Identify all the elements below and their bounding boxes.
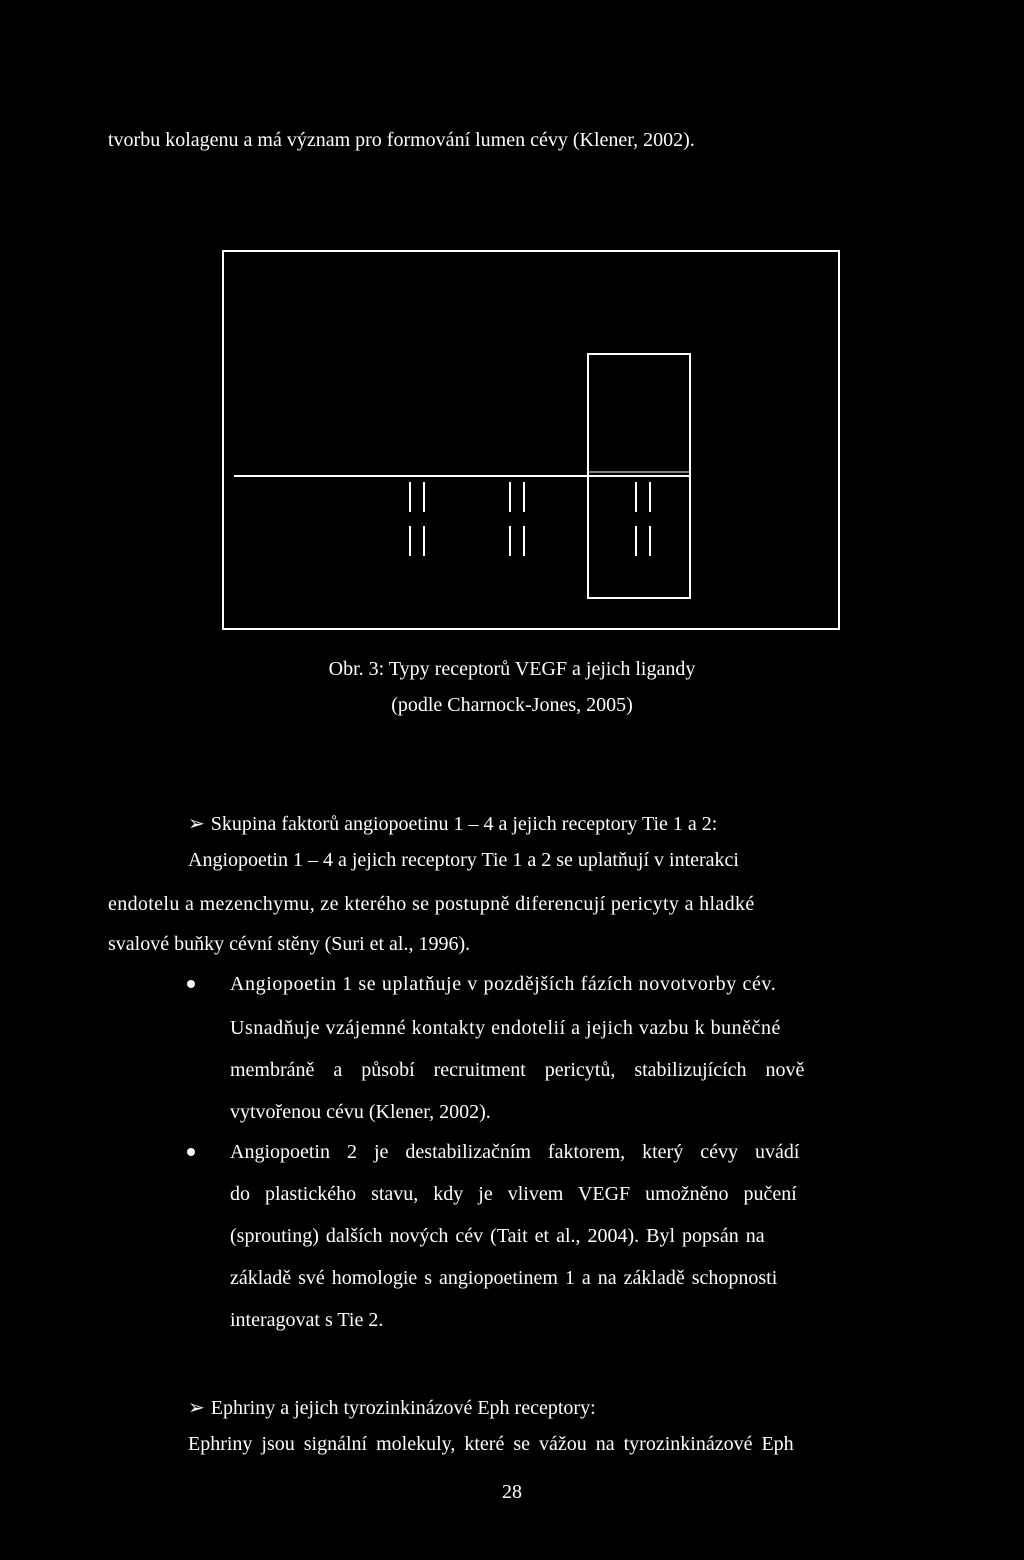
page-number: 28 [502, 1481, 522, 1503]
bullet1-line4: vytvořenou cévu (Klener, 2002). [230, 1101, 491, 1123]
section1-heading-text: Skupina faktorů angiopoetinu 1 – 4 a jejich receptory Tie 1 a 2: [210, 813, 718, 835]
figure-receptor-diagram [222, 250, 842, 634]
bullet1-line3: membráně a působí recruitment pericytů, stabilizujících nově [230, 1059, 805, 1081]
section1-para-line1-text: Angiopoetin 1 – 4 a jejich receptory Tie 1 a 2 se uplatňují v interakci [188, 849, 739, 871]
section1-heading [188, 812, 717, 836]
section2-heading [188, 1396, 596, 1420]
bullet1-line2: Usnadňuje vzájemné kontakty endotelií a jejich vazbu k buněčné [230, 1017, 781, 1039]
bullet2-line1: Angiopoetin 2 je destabilizačním faktorem, který cévy uvádí [230, 1141, 800, 1163]
bullet1-line1: Angiopoetin 1 se uplatňuje v pozdějších fázích novotvorby cév. [230, 973, 777, 995]
figure-caption-line1: Obr. 3: Typy receptorů VEGF a jejich ligandy [328, 658, 696, 680]
receptor-2 [510, 482, 524, 556]
bullet2-line2: do plastického stavu, kdy je vlivem VEGF umožněno pučení [230, 1183, 797, 1205]
bullet2-line4: základě své homologie s angiopoetinem 1 a na základě schopnosti [230, 1267, 778, 1289]
figure-caption-line2: (podle Charnock-Jones, 2005) [391, 694, 633, 716]
figure-frame [223, 251, 839, 629]
arrow-bullet-icon: ➢ [188, 813, 205, 835]
receptor-1 [410, 482, 424, 556]
arrow-bullet-icon: ➢ [188, 1397, 205, 1419]
section1-para-line1 [188, 848, 876, 872]
bullet2-line3: (sprouting) dalších nových cév (Tait et al., 2004). Byl popsán na [230, 1225, 765, 1247]
bullet2-line5: interagovat s Tie 2. [230, 1309, 384, 1331]
section1-para-line3: svalové buňky cévní stěny (Suri et al., 1996). [108, 933, 471, 955]
receptor-3 [636, 482, 650, 556]
bullet-dot-2 [187, 1148, 195, 1156]
section2-para-line1: Ephriny jsou signální molekuly, které se vážou na tyrozinkinázové Eph [188, 1433, 794, 1455]
section1-para-line2: endotelu a mezenchymu, ze kterého se postupně diferencují pericyty a hladké [108, 893, 755, 915]
section2-heading-text: Ephriny a jejich tyrozinkinázové Eph receptory: [210, 1397, 596, 1419]
bullet-dot-1 [187, 980, 195, 988]
top-text-line: tvorbu kolagenu a má význam pro formování lumen cévy (Klener, 2002). [108, 129, 695, 151]
